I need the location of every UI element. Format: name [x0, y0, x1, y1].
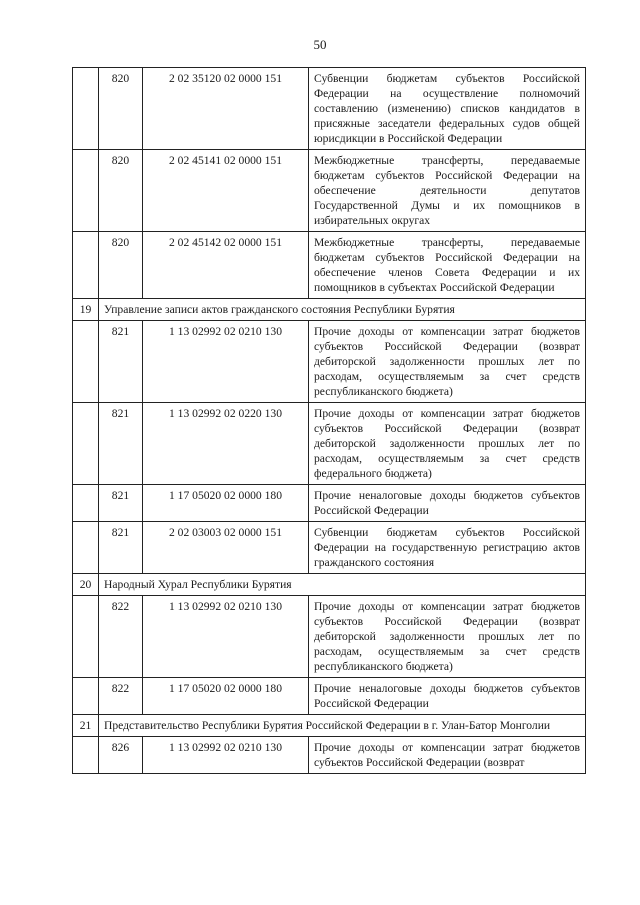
org-row [73, 715, 586, 737]
admin-code: 822 [99, 678, 143, 715]
empty-number-cell [73, 403, 99, 485]
org-number: 20 [73, 574, 99, 596]
revenue-description: Прочие доходы от компенсации затрат бюджетов субъектов Российской Федерации (возврат дебиторской задолженности прошлых лет по расходам, осуществляемым за счет средств республиканского бюджета) [309, 596, 586, 678]
admin-code: 821 [99, 522, 143, 574]
admin-code: 826 [99, 737, 143, 774]
table-row [73, 485, 586, 522]
admin-code: 822 [99, 596, 143, 678]
revenue-description: Прочие неналоговые доходы бюджетов субъектов Российской Федерации [309, 485, 586, 522]
revenue-description: Прочие доходы от компенсации затрат бюджетов субъектов Российской Федерации (возврат дебиторской задолженности прошлых лет по расходам, осуществляемым за счет средств республиканского бюджета) [309, 321, 586, 403]
admin-code: 820 [99, 68, 143, 150]
budget-classification-code: 1 13 02992 02 0220 130 [143, 403, 309, 485]
empty-number-cell [73, 522, 99, 574]
org-number: 19 [73, 299, 99, 321]
admin-code: 820 [99, 150, 143, 232]
empty-number-cell [73, 485, 99, 522]
budget-classification-code: 1 13 02992 02 0210 130 [143, 596, 309, 678]
revenue-description: Субвенции бюджетам субъектов Российской Федерации на государственную регистрацию актов гражданского состояния [309, 522, 586, 574]
table-row [73, 596, 586, 678]
org-name: Народный Хурал Республики Бурятия [99, 574, 586, 596]
revenue-description: Прочие неналоговые доходы бюджетов субъектов Российской Федерации [309, 678, 586, 715]
empty-number-cell [73, 232, 99, 299]
revenue-description: Межбюджетные трансферты, передаваемые бюджетам субъектов Российской Федерации на обеспечение членов Совета Федерации и их помощников в субъектах Российской Федерации [309, 232, 586, 299]
table-row [73, 522, 586, 574]
empty-number-cell [73, 68, 99, 150]
budget-classification-code: 2 02 35120 02 0000 151 [143, 68, 309, 150]
table-row [73, 737, 586, 774]
org-name: Представительство Республики Бурятия Российской Федерации в г. Улан-Батор Монголии [99, 715, 586, 737]
org-number: 21 [73, 715, 99, 737]
table-row [73, 403, 586, 485]
budget-classification-code: 1 17 05020 02 0000 180 [143, 678, 309, 715]
empty-number-cell [73, 737, 99, 774]
org-row [73, 574, 586, 596]
budget-classification-code: 1 17 05020 02 0000 180 [143, 485, 309, 522]
table-row [73, 232, 586, 299]
table-row [73, 678, 586, 715]
revenue-administrators-table [72, 67, 586, 774]
page-number: 50 [313, 37, 327, 52]
admin-code: 820 [99, 232, 143, 299]
budget-classification-code: 2 02 03003 02 0000 151 [143, 522, 309, 574]
admin-code: 821 [99, 403, 143, 485]
empty-number-cell [73, 596, 99, 678]
budget-classification-code: 2 02 45142 02 0000 151 [143, 232, 309, 299]
admin-code: 821 [99, 321, 143, 403]
org-row [73, 299, 586, 321]
revenue-description: Межбюджетные трансферты, передаваемые бюджетам субъектов Российской Федерации на обеспечение деятельности депутатов Государственной Думы и их помощников в избирательных округах [309, 150, 586, 232]
revenue-description: Субвенции бюджетам субъектов Российской Федерации на осуществление полномочий составлению (изменению) списков кандидатов в присяжные заседатели федеральных судов общей юрисдикции в Российской Федерации [309, 68, 586, 150]
budget-classification-code: 2 02 45141 02 0000 151 [143, 150, 309, 232]
table-row [73, 321, 586, 403]
empty-number-cell [73, 150, 99, 232]
revenue-description: Прочие доходы от компенсации затрат бюджетов субъектов Российской Федерации (возврат дебиторской задолженности прошлых лет по расходам, осуществляемым за счет средств федерального бюджета) [309, 403, 586, 485]
empty-number-cell [73, 678, 99, 715]
admin-code: 821 [99, 485, 143, 522]
table-row [73, 150, 586, 232]
revenue-description: Прочие доходы от компенсации затрат бюджетов субъектов Российской Федерации (возврат [309, 737, 586, 774]
org-name: Управление записи актов гражданского состояния Республики Бурятия [99, 299, 586, 321]
budget-classification-code: 1 13 02992 02 0210 130 [143, 321, 309, 403]
table-row [73, 68, 586, 150]
empty-number-cell [73, 321, 99, 403]
budget-classification-code: 1 13 02992 02 0210 130 [143, 737, 309, 774]
table-body [73, 68, 586, 774]
